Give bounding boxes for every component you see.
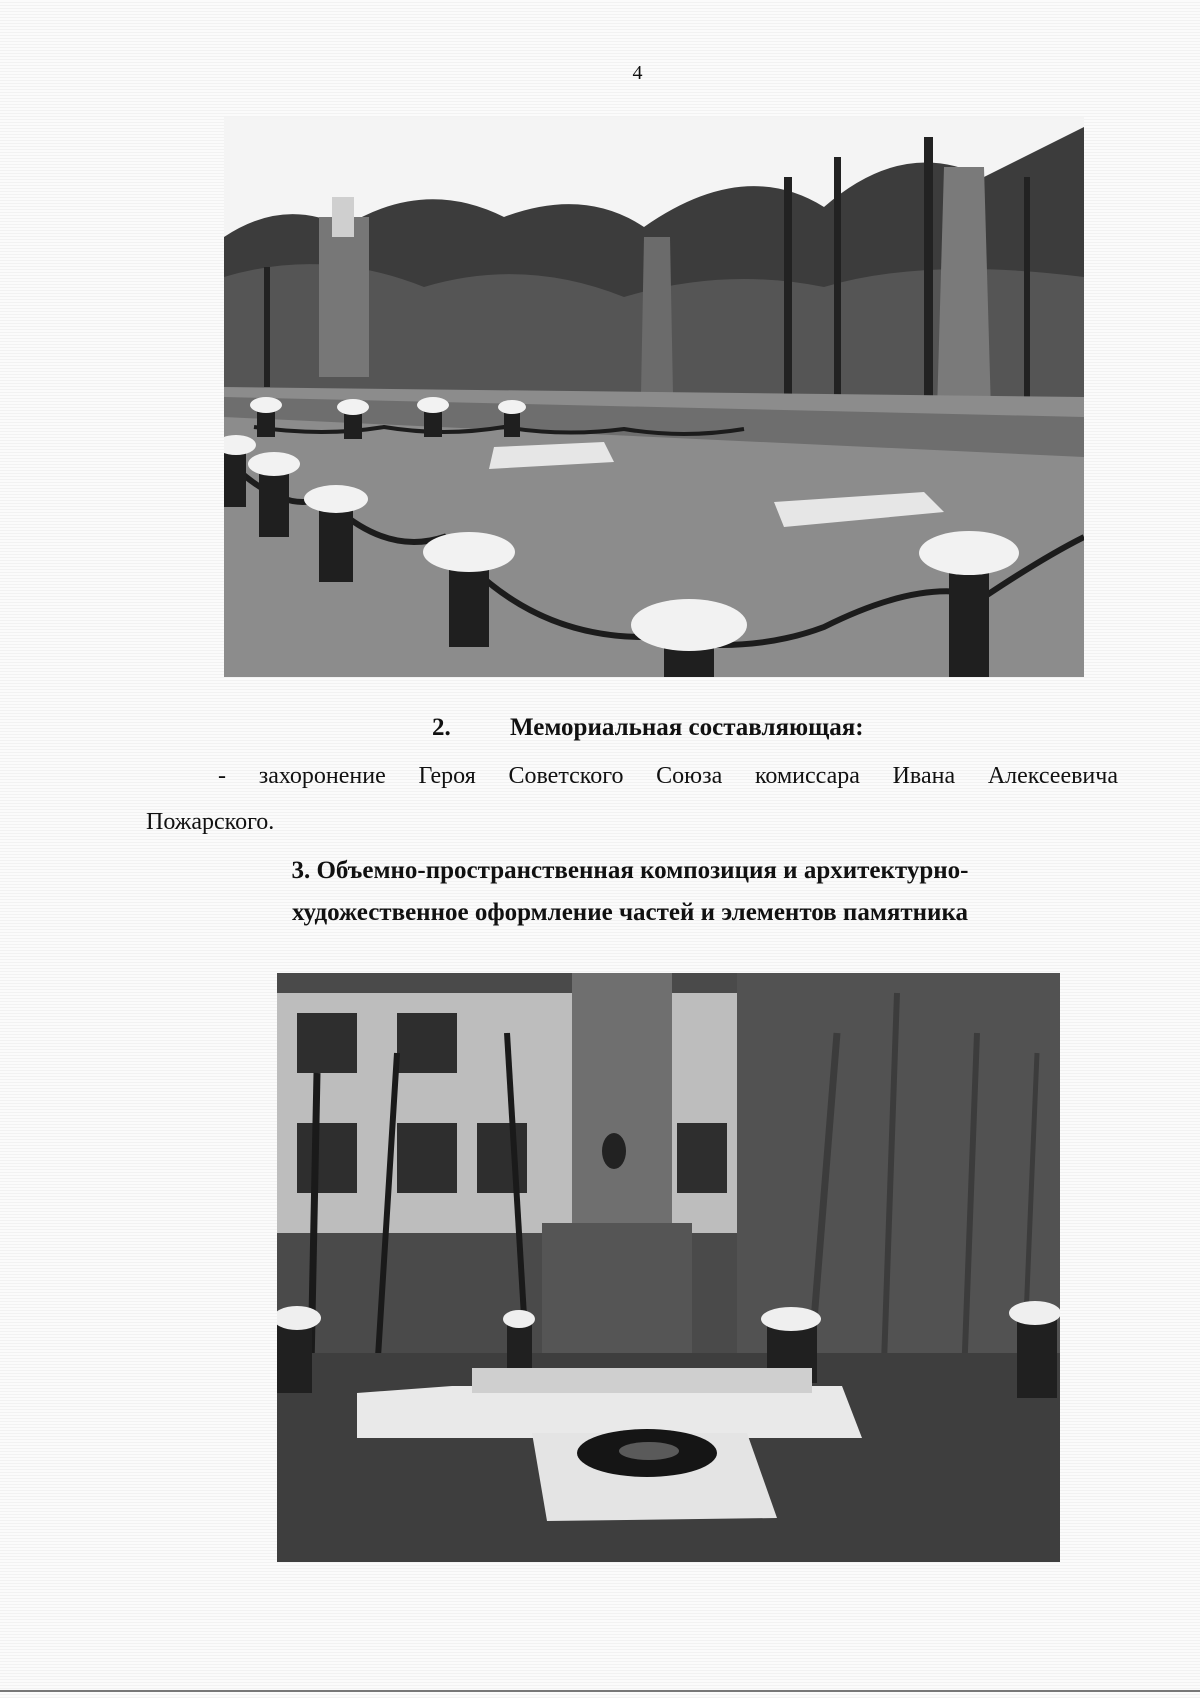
section-2-title: Мемориальная составляющая: (510, 714, 864, 741)
section-3-title-line-1: 3. Объемно-пространственная композиция и архитектурно- (291, 857, 969, 884)
section-3-title-line-2: художественное оформление частей и элементов памятника (292, 899, 968, 926)
burial-description-line-1: - захоронение Героя Советского Союза комиссара Ивана Алексеевича (218, 763, 1118, 789)
monument-closeup-photo (277, 973, 1060, 1562)
page-number: 4 (632, 62, 643, 84)
page-bottom-rule (0, 1690, 1200, 1692)
memorial-overview-photo (224, 117, 1084, 677)
burial-description-line-2: Пожарского. (146, 809, 275, 835)
section-2-number: 2. (432, 714, 451, 741)
